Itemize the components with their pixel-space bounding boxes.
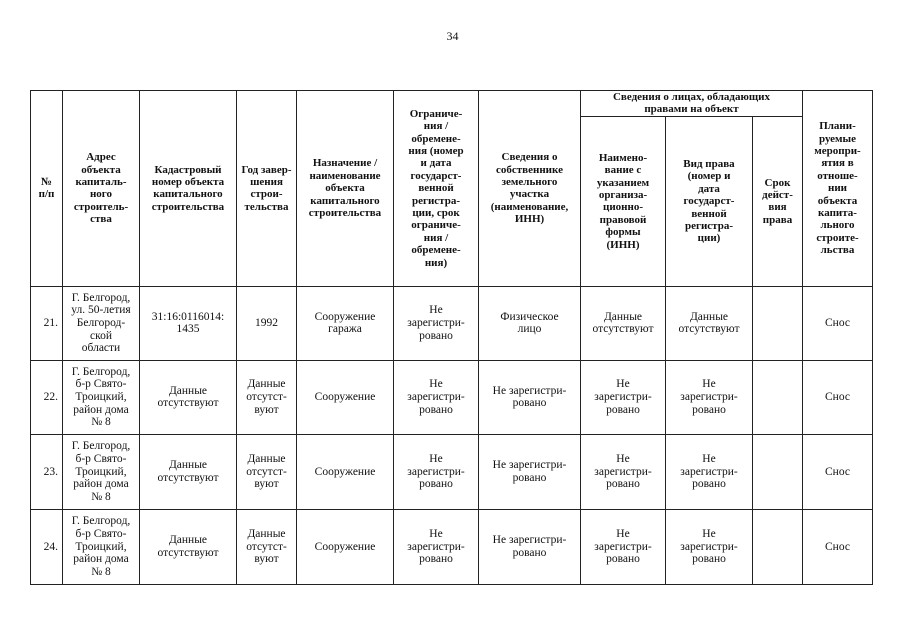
table-header [31,91,873,287]
row-land-owner: Физическое лицо [479,286,581,360]
row-purpose: Сооружение [297,509,394,584]
page-number: 34 [446,29,459,43]
row-number: 23. [31,434,63,509]
header-purpose: Назначение / наименование объекта капитального строительства [297,91,394,287]
row-number: 24. [31,509,63,584]
table-row [31,286,873,360]
row-rights-term [753,509,803,584]
header-rights-group: Сведения о лицах, обладающих правами на объект [581,91,803,117]
row-cadastral: Данные отсутствуют [140,360,237,434]
row-rights-name: Не зарегистри- ровано [581,434,666,509]
row-address: Г. Белгород, б-р Свято- Троицкий, район дома № 8 [63,509,140,584]
row-rights-term [753,434,803,509]
objects-table [30,90,873,585]
row-rights-type: Не зарегистри- ровано [666,509,753,584]
row-restrictions: Не зарегистри- ровано [394,509,479,584]
header-rights-name: Наимено- вание с указанием организа- ционно- правовой формы (ИНН) [581,116,666,286]
row-planned: Снос [803,434,873,509]
row-number: 21. [31,286,63,360]
header-land-owner: Сведения о собственнике земельного участка (наименование, ИНН) [479,91,581,287]
row-land-owner: Не зарегистри- ровано [479,434,581,509]
table-row [31,509,873,584]
row-address: Г. Белгород, б-р Свято- Троицкий, район дома № 8 [63,360,140,434]
row-planned: Снос [803,286,873,360]
row-rights-type: Данные отсутствуют [666,286,753,360]
row-cadastral: Данные отсутствуют [140,434,237,509]
row-address: Г. Белгород, ул. 50-летия Белгород- ской области [63,286,140,360]
row-year: Данные отсутст- вуют [237,434,297,509]
row-rights-name: Данные отсутствуют [581,286,666,360]
row-cadastral: Данные отсутствуют [140,509,237,584]
row-year: Данные отсутст- вуют [237,360,297,434]
row-address: Г. Белгород, б-р Свято- Троицкий, район дома № 8 [63,434,140,509]
table-row [31,434,873,509]
row-planned: Снос [803,509,873,584]
row-restrictions: Не зарегистри- ровано [394,434,479,509]
header-rights-type: Вид права (номер и дата государст- венной регистра- ции) [666,116,753,286]
row-purpose: Сооружение [297,360,394,434]
row-land-owner: Не зарегистри- ровано [479,509,581,584]
header-planned: Плани- руемые меропри- ятия в отноше- нии объекта капита- льного строите- льства [803,91,873,287]
row-land-owner: Не зарегистри- ровано [479,360,581,434]
row-rights-term [753,360,803,434]
row-rights-type: Не зарегистри- ровано [666,434,753,509]
row-cadastral: 31:16:0116014: 1435 [140,286,237,360]
header-cadastral: Кадастровый номер объекта капитального строительства [140,91,237,287]
row-number: 22. [31,360,63,434]
row-year: 1992 [237,286,297,360]
row-planned: Снос [803,360,873,434]
row-rights-type: Не зарегистри- ровано [666,360,753,434]
header-num: № п/п [31,91,63,287]
row-rights-name: Не зарегистри- ровано [581,360,666,434]
row-rights-term [753,286,803,360]
header-restrictions: Ограниче- ния / обремене- ния (номер и дата государст- венной регистра- ции, срок ограниче- ния / обремене- ния) [394,91,479,287]
header-year: Год завер- шения строи- тельства [237,91,297,287]
row-purpose: Сооружение гаража [297,286,394,360]
header-rights-term: Срок дейст- вия права [753,116,803,286]
row-restrictions: Не зарегистри- ровано [394,286,479,360]
table-row [31,360,873,434]
row-purpose: Сооружение [297,434,394,509]
header-address: Адрес объекта капиталь- ного строитель- ства [63,91,140,287]
row-rights-name: Не зарегистри- ровано [581,509,666,584]
row-restrictions: Не зарегистри- ровано [394,360,479,434]
row-year: Данные отсутст- вуют [237,509,297,584]
